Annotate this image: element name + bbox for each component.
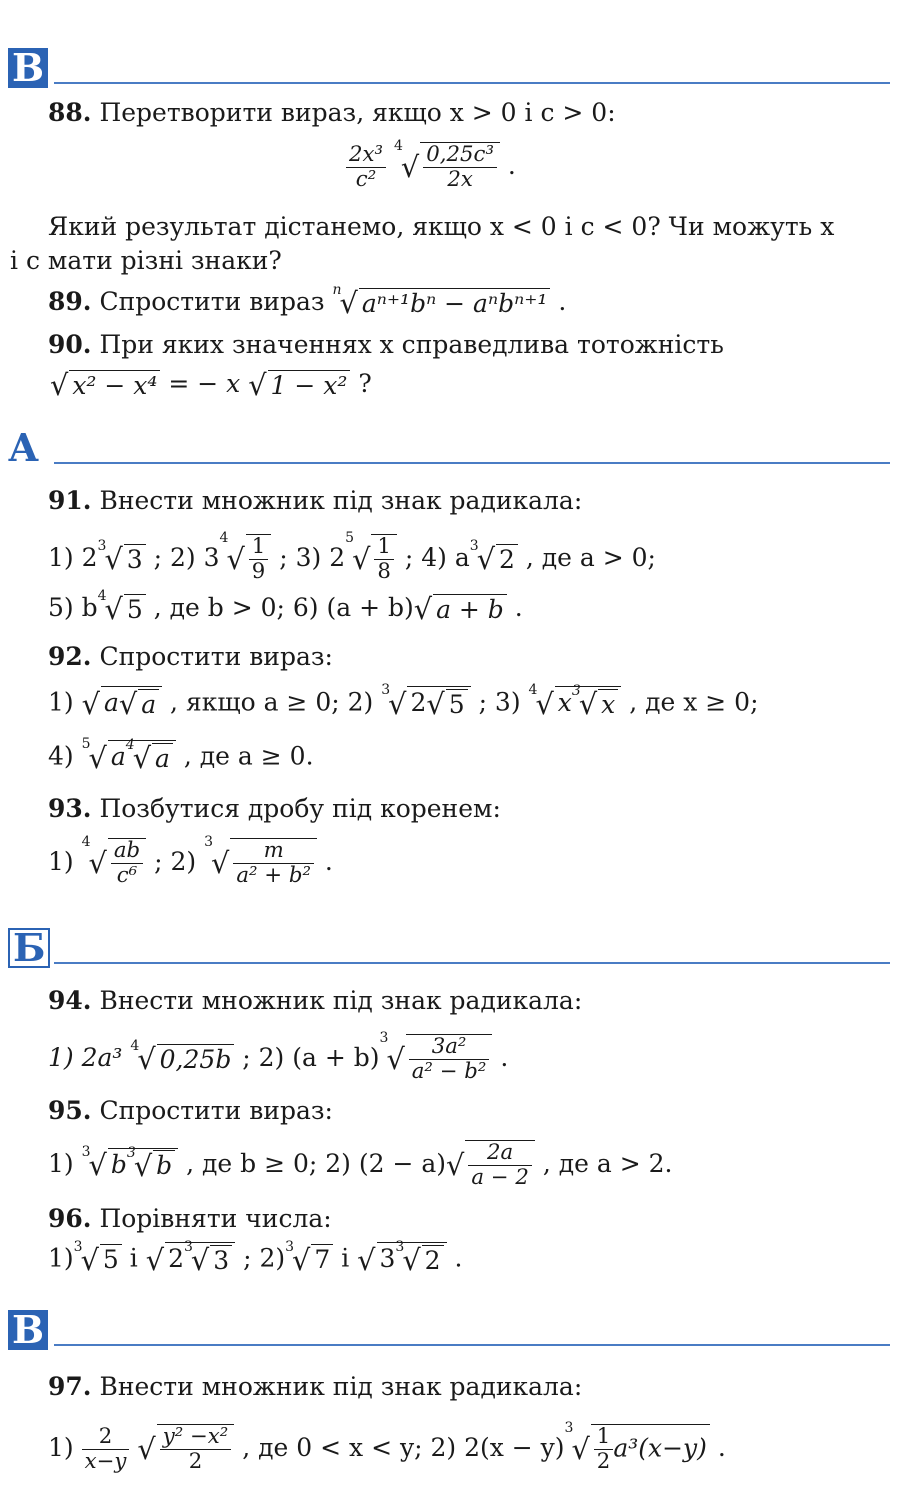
numerator: ab xyxy=(113,838,141,863)
problem-text: Позбутися дробу під коренем: xyxy=(99,794,501,823)
problem-text: Внести множник під знак радикала: xyxy=(99,486,583,515)
problem-text: При яких значеннях x справедлива тотожність xyxy=(99,330,724,359)
root-index: 5 xyxy=(81,736,91,752)
item-text: 1) xyxy=(48,1432,74,1462)
radicand: 2 xyxy=(410,687,427,717)
equals-part: = − x xyxy=(168,368,241,398)
inner-radicand: b xyxy=(153,1150,175,1181)
radical-sign-icon: √ xyxy=(137,1042,156,1077)
numerator: 1 xyxy=(377,534,391,559)
radicand: 0,25b xyxy=(157,1044,235,1075)
problem-number: 89. xyxy=(48,286,92,316)
problem-96-items: 1)$^3$√ 5 і √ $2^3√$ 3 ; 2)$^3$√ 7 і √ $3^3√$ 2 . xyxy=(48,1238,463,1277)
fraction xyxy=(346,143,386,193)
radical-sign-icon: √ xyxy=(357,1242,376,1277)
problem-number: 97. xyxy=(48,1372,92,1401)
radicand: 3 xyxy=(124,544,146,575)
problem-97 xyxy=(48,1372,582,1402)
root xyxy=(393,138,500,193)
inner-radicand: a xyxy=(138,689,159,720)
problem-number: 94. xyxy=(48,986,92,1015)
period: . xyxy=(500,1042,509,1072)
section-letter: А xyxy=(8,425,39,470)
problem-89: 89. Спростити вираз $^n$√ aⁿ⁺¹bⁿ − aⁿbⁿ⁺¹ . xyxy=(48,282,567,320)
radical-sign-icon: √ xyxy=(88,740,107,775)
radical-sign-icon: √ xyxy=(413,592,433,626)
root-index: 5 xyxy=(345,530,355,546)
radical-sign-icon: √ xyxy=(104,542,123,577)
radical-sign-icon: √ xyxy=(81,686,100,721)
section-rule xyxy=(54,962,890,964)
problem-91-items-1 xyxy=(48,530,656,585)
root-index: 3 xyxy=(97,538,107,555)
denominator: x−y xyxy=(82,1449,130,1474)
problem-93-items xyxy=(48,834,333,889)
formula-90 xyxy=(50,368,372,403)
item-text: 1) xyxy=(48,1148,74,1178)
numerator: 2x³ xyxy=(349,141,384,167)
radical-sign-icon: √ xyxy=(339,286,358,320)
problem-number: 91. xyxy=(48,486,92,515)
numerator: 2 xyxy=(98,1423,113,1449)
question-88-line2: і c мати різні знаки? xyxy=(10,246,282,275)
radical-sign-icon: √ xyxy=(400,150,420,185)
problem-93 xyxy=(48,794,501,824)
radicand: x xyxy=(557,687,572,717)
problem-91 xyxy=(48,486,582,516)
section-letter: В xyxy=(8,48,48,88)
problem-number: 88. xyxy=(48,98,92,127)
radicand: a³(x−y) xyxy=(613,1433,707,1463)
problem-90 xyxy=(48,330,724,360)
item-text: ; 2) (a + b) xyxy=(242,1042,380,1072)
conjunction: і xyxy=(341,1243,350,1273)
condition: , де a > 0; xyxy=(525,542,656,572)
inner-radicand: x xyxy=(598,689,618,720)
radicand: 2 xyxy=(168,1243,184,1273)
problem-number: 95. xyxy=(48,1096,92,1125)
radical-sign-icon: √ xyxy=(446,1148,465,1183)
radical-sign-icon: √ xyxy=(104,592,123,626)
item-text: ; 2) 3 xyxy=(153,542,220,572)
problem-96 xyxy=(48,1204,332,1234)
inner-radicand: 5 xyxy=(446,689,468,720)
radical-sign-icon: √ xyxy=(80,1242,99,1277)
radicand xyxy=(420,142,500,193)
item-text: ; 2) xyxy=(243,1243,286,1273)
problem-text: Спростити вираз: xyxy=(99,1096,333,1125)
problem-88 xyxy=(48,98,616,128)
radical-sign-icon: √ xyxy=(535,686,554,721)
radicand: a xyxy=(110,741,126,771)
radicand: 3 xyxy=(379,1243,396,1273)
problem-number: 92. xyxy=(48,642,92,671)
problem-text: Порівняти числа: xyxy=(99,1204,332,1233)
radical-sign-icon: √ xyxy=(292,1242,311,1277)
root-index: 4 xyxy=(219,530,229,546)
radicand: 2 xyxy=(496,544,518,575)
condition: , де b ≥ 0; 2) (2 − a) xyxy=(186,1148,447,1178)
radical-sign-icon: √ xyxy=(248,368,267,402)
inner-radicand: 2 xyxy=(422,1245,444,1276)
root-index: 3 xyxy=(564,1420,574,1436)
inner-radicand: 3 xyxy=(210,1245,232,1276)
item-text: ; 3) xyxy=(478,687,521,717)
root-index: 3 xyxy=(73,1238,83,1255)
item-text: ; 4) a xyxy=(404,542,470,572)
item-text: 1) xyxy=(48,687,74,717)
radicand: b xyxy=(110,1149,127,1179)
numerator: 1 xyxy=(251,534,266,559)
root-index: 4 xyxy=(393,138,403,154)
problem-text: Перетворити вираз, якщо x > 0 і c > 0: xyxy=(99,98,616,127)
denominator: a² + b² xyxy=(233,863,314,888)
numerator: y² −x² xyxy=(162,1424,229,1449)
denominator: 2 xyxy=(160,1449,232,1474)
denominator: a − 2 xyxy=(468,1165,532,1190)
condition: , де a ≥ 0. xyxy=(183,741,314,771)
item-text: ; 2) xyxy=(154,846,197,876)
problem-number: 90. xyxy=(48,330,92,359)
numerator: 0,25c³ xyxy=(426,142,494,167)
root-index: n xyxy=(332,282,342,298)
section-header-v1 xyxy=(8,40,890,90)
root-index: 3 xyxy=(204,834,214,850)
section-letter: В xyxy=(8,1310,48,1350)
radical-sign-icon: √ xyxy=(571,1432,590,1467)
item-text: 4) xyxy=(48,741,74,771)
problem-text: Спростити вираз: xyxy=(99,642,333,671)
root xyxy=(332,282,550,321)
radicand: aⁿ⁺¹bⁿ − aⁿbⁿ⁺¹ xyxy=(359,288,551,319)
denominator: 9 xyxy=(249,559,269,584)
root-index: 3 xyxy=(81,1143,91,1160)
item-text: 1) xyxy=(48,1243,74,1273)
radical-sign-icon: √ xyxy=(145,1242,165,1277)
root-index: 3 xyxy=(469,538,479,555)
root-index: 3 xyxy=(379,1030,389,1046)
conjunction: і xyxy=(129,1243,138,1273)
period: . xyxy=(324,846,333,876)
section-header-v2 xyxy=(8,1302,890,1352)
problem-94-items xyxy=(48,1030,509,1085)
formula-88: $\frac{\text{2x³}}{\text{c²}}$ $^4$√ $\frac{\text{0,25c³}}{2x}$ . xyxy=(346,142,516,193)
problem-91-items-2: 5) $b^4√$ 5 , де b > 0; 6) (a + b)√ a + b . xyxy=(48,588,523,626)
radical-sign-icon: √ xyxy=(137,1432,156,1467)
radical-sign-icon: √ xyxy=(88,1148,107,1183)
condition: , де a > 2. xyxy=(542,1148,673,1178)
problem-92-items-1: 1) √ a√ a , якщо a ≥ 0; 2) $^3$√ 2√ 5 ; 3) $^4$√ $x^3√$ x , де x ≥ 0; xyxy=(48,682,759,721)
item-text: 5) b xyxy=(48,592,98,622)
radicand: a + b xyxy=(433,594,507,625)
radicand: 7 xyxy=(311,1244,333,1275)
problem-95 xyxy=(48,1096,333,1126)
problem-92 xyxy=(48,642,333,672)
condition: , де x ≥ 0; xyxy=(629,687,759,717)
period: . xyxy=(454,1243,463,1273)
radicand: 5 xyxy=(124,594,146,625)
problem-97-items xyxy=(48,1420,726,1475)
problem-text: Внести множник під знак радикала: xyxy=(99,986,583,1015)
numerator: 1 xyxy=(596,1424,611,1449)
denominator: 2x xyxy=(423,167,497,192)
denominator: 2 xyxy=(594,1449,614,1474)
radicand: 1 − x² xyxy=(268,370,351,401)
radical-sign-icon: √ xyxy=(211,846,230,881)
radical-sign-icon: √ xyxy=(388,686,407,721)
section-header-b xyxy=(8,920,890,970)
numerator: 3a² xyxy=(431,1034,467,1059)
item-text: ; 3) 2 xyxy=(279,542,346,572)
radical-sign-icon: √ xyxy=(88,846,107,881)
radical-sign-icon: √ xyxy=(476,542,496,577)
problem-number: 93. xyxy=(48,794,92,823)
denominator: a² − b² xyxy=(409,1059,490,1084)
denominator: 8 xyxy=(374,559,394,584)
problem-number: 96. xyxy=(48,1204,92,1233)
section-letter: Б xyxy=(8,928,50,968)
inner-radicand: a xyxy=(152,743,173,774)
radical-sign-icon: √ xyxy=(226,542,245,577)
item-text: 1) 2 xyxy=(48,542,98,572)
item-text: 1) 2a³ xyxy=(48,1042,123,1072)
radicand: 5 xyxy=(100,1244,122,1275)
numerator: 2a xyxy=(487,1140,514,1165)
denominator: c² xyxy=(346,167,386,192)
condition: , якщо a ≥ 0; 2) xyxy=(170,687,374,717)
radical-sign-icon: √ xyxy=(386,1042,405,1077)
root-index: 4 xyxy=(130,1038,140,1055)
problem-94 xyxy=(48,986,582,1016)
condition: , де 0 < x < y; 2) 2(x − y) xyxy=(242,1432,565,1462)
section-rule xyxy=(54,1344,890,1346)
item-text: 1) xyxy=(48,846,74,876)
question-88-line1: Який результат дістанемо, якщо x < 0 і c < 0? Чи можуть x xyxy=(48,212,835,241)
radicand: x² − x⁴ xyxy=(69,370,160,401)
root-index: 4 xyxy=(528,682,538,698)
radical-sign-icon: √ xyxy=(352,542,371,577)
question-mark: ? xyxy=(358,368,372,398)
root-index: 4 xyxy=(97,588,107,604)
root-index: 3 xyxy=(381,682,391,698)
period: . xyxy=(717,1432,726,1462)
radicand: a xyxy=(103,687,119,717)
root-index: 3 xyxy=(285,1238,295,1255)
radical-sign-icon: √ xyxy=(50,368,69,402)
problem-text: Внести множник під знак радикала: xyxy=(99,1372,583,1401)
problem-text: Спростити вираз xyxy=(99,286,325,316)
numerator: m xyxy=(263,838,284,863)
denominator: c⁶ xyxy=(111,863,143,888)
root-index: 4 xyxy=(81,834,91,850)
condition: , де b > 0; 6) (a + b) xyxy=(153,592,414,622)
section-header-a xyxy=(8,420,890,470)
section-rule xyxy=(54,82,890,84)
section-rule xyxy=(54,462,890,464)
problem-92-items-2: 4) $^5$√ $a^4√$ a , де a ≥ 0. xyxy=(48,736,314,775)
problem-95-items: 1) $^3$√ $b^3√$ b , де b ≥ 0; 2) (2 − a)√ $\frac{2a}{a - 2}$ , де a > 2. xyxy=(48,1140,673,1191)
